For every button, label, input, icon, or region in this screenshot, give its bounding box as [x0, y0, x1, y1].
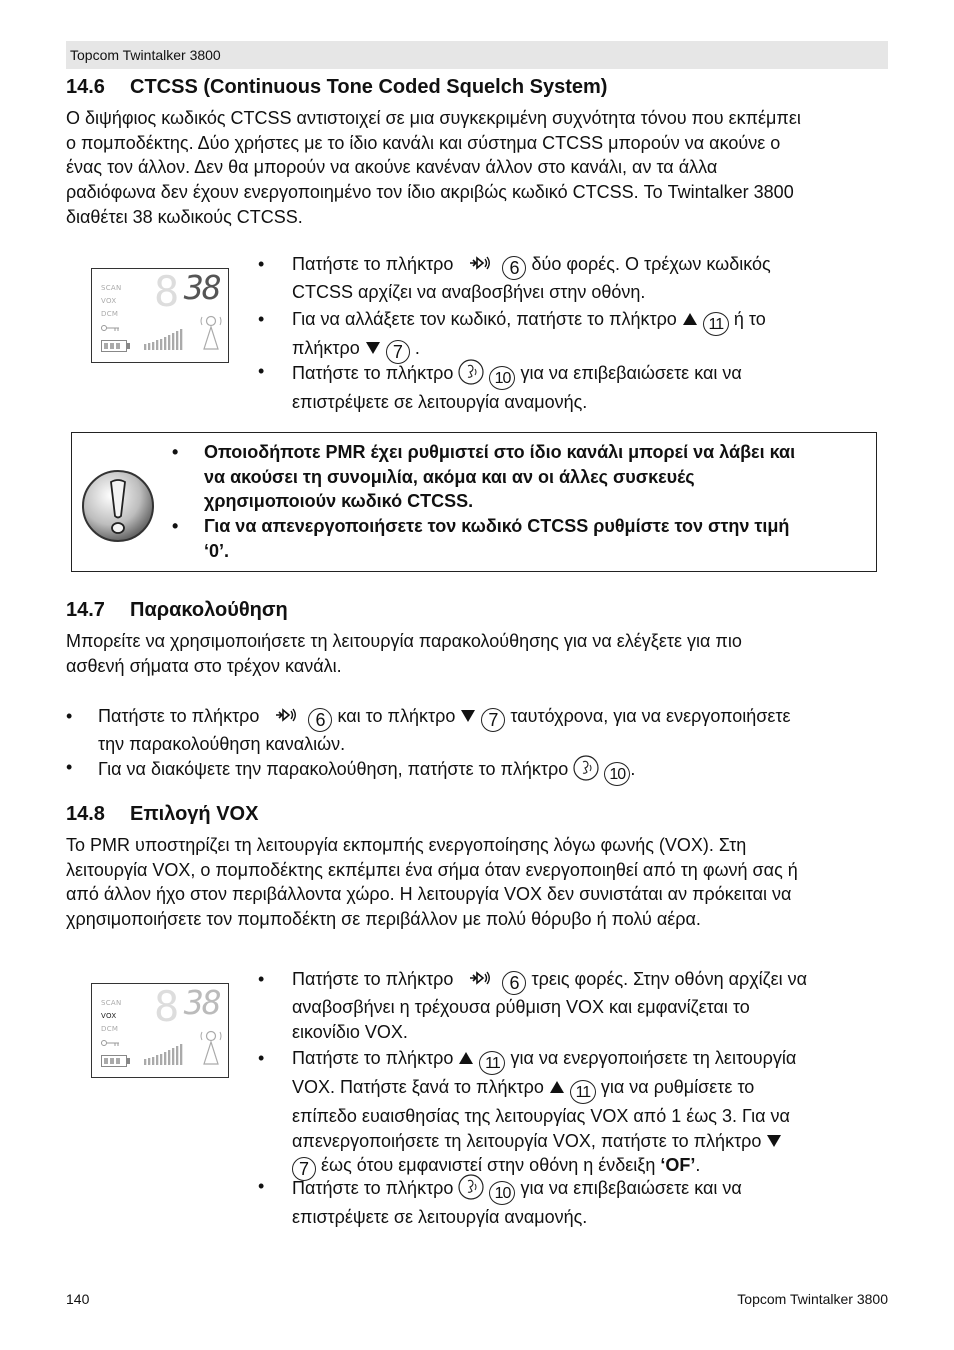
bullet: •: [66, 757, 73, 777]
bullet: •: [66, 706, 73, 726]
key-number-10: 10: [489, 366, 515, 390]
ptt-menu-icon: [468, 968, 492, 988]
up-arrow-icon: [682, 312, 698, 326]
text-line: επιστρέψετε σε λειτουργία αναμονής.: [292, 1207, 588, 1227]
vox-step-2: [258, 1046, 878, 1181]
bullet: •: [258, 361, 265, 381]
bullet: •: [172, 516, 179, 536]
text-line: απενεργοποιήσετε τη λειτουργία VOX, πατήστε το πλήκτρο: [292, 1129, 878, 1154]
bullet: •: [172, 442, 179, 462]
key-number-6: 6: [502, 971, 526, 995]
lcd-label-vox-active: VOX: [101, 1012, 117, 1020]
lcd-digit-ghost: 8: [154, 982, 180, 1031]
text-line: Πατήστε το πλήκτρο 6 δύο φορές. Ο τρέχων κωδικός: [292, 254, 771, 278]
text-line: Πατήστε το πλήκτρο 6 τρεις φορές. Στην οθόνη αρχίζει να: [292, 969, 808, 993]
vox-step-3: [258, 1174, 878, 1230]
text-line: ένας τον άλλον. Δεν θα μπορούν να ακούνε κανέναν άλλον στο κανάλι, αν τα άλλα: [66, 157, 718, 178]
ctcss-step-3: [258, 359, 858, 415]
key-number-6: 6: [308, 708, 332, 732]
key-number-11: 11: [570, 1080, 596, 1104]
lcd-label-scan: SCAN: [101, 284, 122, 292]
text-line: Ο διψήφιος κωδικός CTCSS αντιστοιχεί σε μια συγκεκριμένη συχνότητα τόνου που εκπέμπει: [66, 108, 801, 128]
text-line: από άλλον ήχο στον περιβάλλοντα χώρο. Η λειτουργία VOX δεν συνιστάται αν πρόκειται να: [66, 884, 792, 905]
down-arrow-icon: [365, 341, 381, 355]
key-number-10: 10: [489, 1181, 515, 1205]
exclamation-warning-icon: [80, 468, 156, 544]
monitor-intro: [66, 629, 896, 678]
ctcss-step-2: [258, 307, 858, 364]
lcd-display-illustration: [91, 268, 229, 363]
text-line: διαθέτει 38 κωδικούς CTCSS.: [66, 206, 303, 227]
text-line: Πατήστε το πλήκτρο 10 για να επιβεβαιώσετε και να: [292, 359, 858, 390]
key-number-11: 11: [479, 1051, 505, 1075]
section-heading-14-8: [66, 803, 258, 826]
key-number-7: 7: [386, 340, 410, 364]
bullet: •: [258, 1176, 265, 1196]
ctcss-intro: [66, 106, 896, 230]
bullet: •: [258, 1048, 265, 1068]
text-line: Για να απενεργοποιήσετε τον κωδικό CTCSS ρυθμίστε τον στην τιμή: [204, 516, 790, 536]
section-number: 14.7: [66, 599, 105, 621]
text-line: επίπεδο ευαισθησίας της λειτουργίας VOX από 1 έως 3. Για να: [292, 1106, 790, 1126]
up-arrow-icon: [549, 1080, 565, 1094]
text-line: Οποιοδήποτε PMR έχει ρυθμιστεί στο ίδιο κανάλι μπορεί να λάβει και: [204, 442, 796, 462]
running-header: [66, 41, 888, 69]
warning-item-2: [172, 514, 872, 563]
bullet: •: [258, 309, 265, 329]
text-line: εικονίδιο VOX.: [292, 1021, 408, 1042]
text-line: ασθενή σήματα στο τρέχον κανάλι.: [66, 655, 342, 676]
section-heading-14-6: [66, 76, 607, 99]
text-line: Για να διακόψετε την παρακολούθηση, πατήστε το πλήκτρο 10 .: [98, 755, 896, 786]
lcd-channel-number: 38: [184, 268, 220, 307]
monitor-step-2: [66, 755, 896, 786]
text-line: Για να αλλάξετε τον κωδικό, πατήστε το πλήκτρο 11 ή το: [292, 307, 858, 336]
vox-key-icon: [458, 359, 484, 385]
lcd-channel-number: 38: [184, 983, 220, 1022]
lcd-label-scan: SCAN: [101, 999, 122, 1007]
battery-icon: [101, 340, 131, 352]
lcd-digit-ghost: 8: [154, 267, 180, 316]
lcd-label-vox: VOX: [101, 297, 117, 305]
lcd-label-dcm: DCM: [101, 1025, 119, 1033]
text-line: να ακούσει τη συνομιλία, ακόμα και αν οι άλλες συσκευές: [204, 466, 695, 487]
bullet: •: [258, 969, 265, 989]
running-title: Topcom Twintalker 3800: [70, 47, 221, 63]
down-arrow-icon: [766, 1134, 782, 1148]
warning-item-1: [172, 440, 872, 514]
text-line: ‘0’.: [204, 540, 230, 561]
bullet: •: [258, 254, 265, 274]
lcd-display-illustration-vox: [91, 983, 229, 1078]
key-number-11: 11: [703, 312, 729, 336]
battery-icon: [101, 1055, 131, 1067]
signal-strength-icon: [142, 326, 188, 352]
ptt-menu-icon: [468, 253, 492, 273]
text-line: την παρακολούθηση καναλιών.: [98, 734, 346, 754]
text-line: πλήκτρο 7 .: [292, 338, 420, 362]
text-line: χρησιμοποιούν κωδικό CTCSS.: [204, 491, 474, 512]
person-transmit-icon: [200, 1028, 222, 1068]
vox-intro: [66, 833, 896, 932]
section-number: 14.6: [66, 76, 105, 98]
text-line: επιστρέψετε σε λειτουργία αναμονής.: [292, 392, 588, 412]
lcd-label-dcm: DCM: [101, 310, 119, 318]
section-title: CTCSS (Continuous Tone Coded Squelch System): [130, 76, 608, 98]
footer-title: Topcom Twintalker 3800: [737, 1291, 888, 1307]
text-line: αναβοσβήνει η τρέχουσα ρύθμιση VOX και εμφανίζεται το: [292, 997, 750, 1017]
text-line: χρησιμοποιήσετε τον πομποδέκτη σε περιβάλλον με πολύ θόρυβο ή πολύ αέρα.: [66, 909, 701, 930]
ctcss-step-1: [258, 252, 858, 305]
signal-strength-icon: [142, 1041, 188, 1067]
page-number: 140: [66, 1291, 90, 1307]
text-line: ο πομποδέκτης. Δύο χρήστες με το ίδιο κανάλι και σύστημα CTCSS μπορούν να ακούνε ο: [66, 132, 781, 153]
ptt-menu-icon: [274, 705, 298, 725]
vox-key-icon: [573, 755, 599, 781]
text-line: Πατήστε το πλήκτρο 6 και το πλήκτρο 7 ταυτόχρονα, για να ενεργοποιήσετε: [98, 706, 791, 730]
section-heading-14-7: [66, 599, 288, 622]
key-number-10: 10: [604, 762, 630, 786]
text-line: VOX. Πατήστε ξανά το πλήκτρο 11 για να ρυθμίσετε το: [292, 1075, 878, 1104]
section-title: Επιλογή VOX: [130, 803, 259, 825]
text-line: CTCSS αρχίζει να αναβοσβήνει στην οθόνη.: [292, 282, 646, 302]
text-line: Το PMR υποστηρίζει τη λειτουργία εκπομπής ενεργοποίησης λόγω φωνής (VOX). Στη: [66, 835, 747, 855]
text-line: Πατήστε το πλήκτρο 10 για να επιβεβαιώσετε και να: [292, 1174, 878, 1205]
text-line: ραδιόφωνα δεν έχουν ενεργοποιημένο τον ίδιο ακριβώς κωδικό CTCSS. Το Twintalker 3800: [66, 182, 794, 203]
warning-notice-box: [71, 432, 877, 572]
monitor-step-1: [66, 704, 896, 757]
up-arrow-icon: [458, 1051, 474, 1065]
key-lock-icon: [101, 1039, 121, 1047]
of-indicator-text: ‘OF’: [660, 1155, 696, 1176]
key-number-6: 6: [502, 256, 526, 280]
text-line: λειτουργία VOX, ο πομποδέκτης εκπέμπει ένα σήμα όταν ενεργοποιηθεί από τη φωνή σας ή: [66, 859, 798, 880]
key-number-7: 7: [481, 708, 505, 732]
key-lock-icon: [101, 324, 121, 332]
person-transmit-icon: [200, 313, 222, 353]
text-line: 7 έως ότου εμφανιστεί στην οθόνη η ένδειξη ‘OF’.: [292, 1153, 878, 1181]
key-number-7: 7: [292, 1157, 316, 1181]
text-line: Μπορείτε να χρησιμοποιήσετε τη λειτουργία παρακολούθησης για να ελέγξετε για πιο: [66, 631, 742, 651]
vox-step-1: [258, 967, 878, 1044]
section-number: 14.8: [66, 803, 105, 825]
text-line: Πατήστε το πλήκτρο 11 για να ενεργοποιήσετε τη λειτουργία: [292, 1046, 878, 1075]
vox-key-icon: [458, 1174, 484, 1200]
down-arrow-icon: [460, 709, 476, 723]
section-title: Παρακολούθηση: [130, 599, 288, 621]
